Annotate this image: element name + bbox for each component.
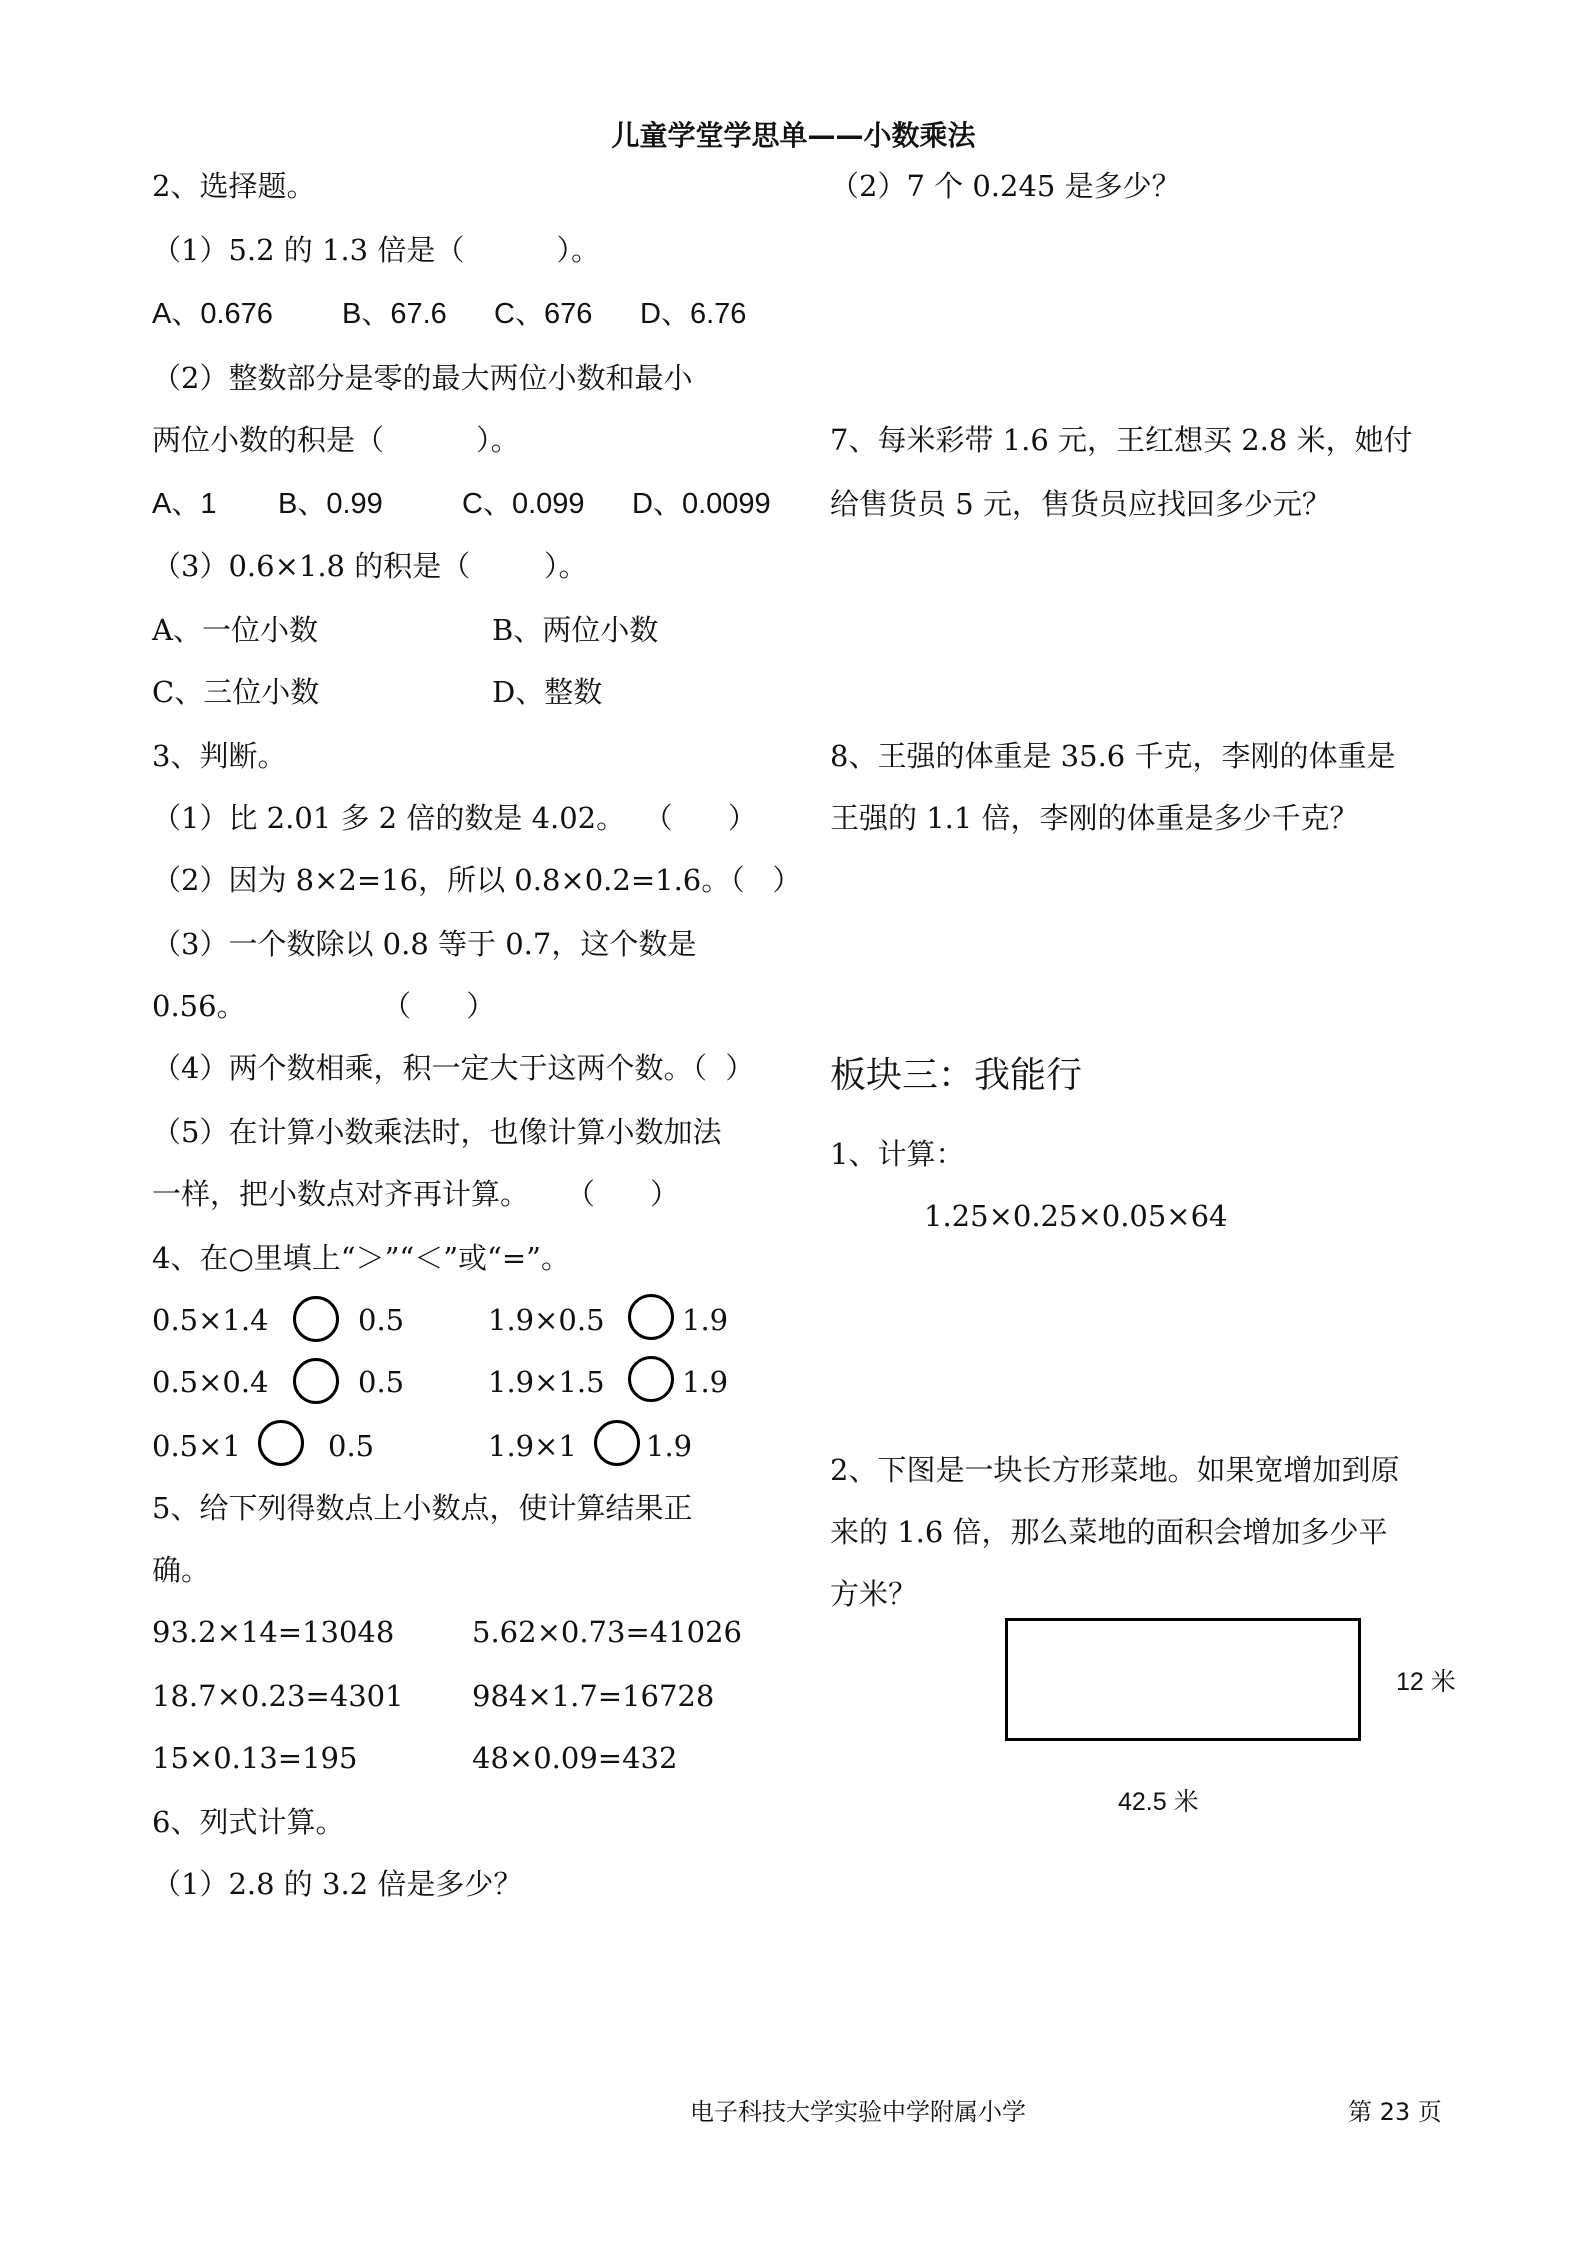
choice-q1: （1）5.2 的 1.3 倍是（ ）。	[152, 233, 601, 267]
section-3-heading: 板块三：我能行	[830, 1055, 1083, 1096]
compare-1-right: 0.5	[358, 1303, 405, 1337]
calc-expression: 1.25×0.25×0.05×64	[924, 1199, 1228, 1233]
problem-2-line3: 方米？	[830, 1577, 918, 1611]
choice-q2-line1: （2）整数部分是零的最大两位小数和最小	[152, 361, 693, 395]
choice-q3-option-a: A、一位小数	[152, 613, 318, 647]
compare-circle	[258, 1420, 304, 1466]
section-5-line2: 确。	[152, 1553, 211, 1587]
judge-q5-line2: 一样，把小数点对齐再计算。 （ ）	[152, 1177, 680, 1211]
choice-q1-option-d: D、6.76	[640, 298, 747, 330]
judge-q3-line1: （3）一个数除以 0.8 等于 0.7，这个数是	[152, 927, 697, 961]
equation-6: 48×0.09=432	[472, 1741, 678, 1775]
judge-q2: （2）因为 8×2=16，所以 0.8×0.2=1.6。（ ）	[152, 863, 802, 897]
choice-q1-option-c: C、676	[494, 298, 593, 330]
choice-q2-option-a: A、1	[152, 488, 217, 520]
choice-q3: （3）0.6×1.8 的积是（ ）。	[152, 549, 588, 583]
choice-q1-option-b: B、67.6	[342, 298, 447, 330]
choice-q3-option-d: D、整数	[492, 675, 603, 709]
equation-2: 5.62×0.73=41026	[472, 1615, 742, 1649]
section-8-line2: 王强的 1.1 倍，李刚的体重是多少千克？	[830, 801, 1359, 835]
section-4-title: 4、在○里填上“＞”“＜”或“=”。	[152, 1241, 571, 1275]
compare-1-left: 0.5×1.4	[152, 1303, 269, 1337]
section-6-q2: （2）7 个 0.245 是多少？	[830, 169, 1181, 203]
section-6-q1: （1）2.8 的 3.2 倍是多少？	[152, 1867, 523, 1901]
compare-2-right: 1.9	[682, 1303, 729, 1337]
compare-2-left: 1.9×0.5	[488, 1303, 605, 1337]
vegetable-field-rectangle	[1005, 1618, 1361, 1741]
width-label: 12 米	[1396, 1668, 1456, 1696]
compare-circle	[628, 1356, 674, 1402]
compare-circle	[293, 1296, 339, 1342]
choice-q1-option-a: A、0.676	[152, 298, 273, 330]
page-title: 儿童学堂学思单——小数乘法	[611, 119, 976, 152]
choice-q2-option-d: D、0.0099	[632, 488, 771, 520]
compare-3-left: 0.5×0.4	[152, 1365, 269, 1399]
problem-2-line1: 2、下图是一块长方形菜地。如果宽增加到原	[830, 1453, 1400, 1487]
page-number: 第 23 页	[1348, 2098, 1442, 2126]
choice-q2-line2: 两位小数的积是（ ）。	[152, 423, 520, 457]
equation-3: 18.7×0.23=4301	[152, 1679, 404, 1713]
equation-1: 93.2×14=13048	[152, 1615, 395, 1649]
compare-6-left: 1.9×1	[488, 1429, 577, 1463]
judge-q4: （4）两个数相乘，积一定大于这两个数。（ ）	[152, 1051, 755, 1085]
section-5-line1: 5、给下列得数点上小数点，使计算结果正	[152, 1491, 693, 1525]
compare-4-left: 1.9×1.5	[488, 1365, 605, 1399]
compare-6-right: 1.9	[646, 1429, 693, 1463]
section-7-line2: 给售货员 5 元，售货员应找回多少元？	[830, 487, 1331, 521]
compare-circle	[293, 1358, 339, 1404]
section-3-title: 3、判断。	[152, 739, 287, 773]
compare-3-right: 0.5	[358, 1365, 405, 1399]
compare-5-left: 0.5×1	[152, 1429, 241, 1463]
section-2-title: 2、选择题。	[152, 169, 316, 203]
equation-4: 984×1.7=16728	[472, 1679, 715, 1713]
equation-5: 15×0.13=195	[152, 1741, 358, 1775]
choice-q2-option-c: C、0.099	[462, 488, 585, 520]
judge-q1: （1）比 2.01 多 2 倍的数是 4.02。 （ ）	[152, 801, 757, 835]
length-label: 42.5 米	[1118, 1788, 1199, 1816]
section-7-line1: 7、每米彩带 1.6 元，王红想买 2.8 米，她付	[830, 423, 1413, 457]
section-8-line1: 8、王强的体重是 35.6 千克，李刚的体重是	[830, 739, 1396, 773]
choice-q2-option-b: B、0.99	[278, 488, 383, 520]
choice-q3-option-c: C、三位小数	[152, 675, 320, 709]
compare-4-right: 1.9	[682, 1365, 729, 1399]
problem-2-line2: 来的 1.6 倍，那么菜地的面积会增加多少平	[830, 1515, 1388, 1549]
compare-circle	[628, 1294, 674, 1340]
footer-school: 电子科技大学实验中学附属小学	[690, 2098, 1026, 2126]
calc-title: 1、计算：	[830, 1137, 965, 1171]
judge-q3-paren: （ ）	[382, 989, 496, 1023]
judge-q3-line2: 0.56。	[152, 989, 246, 1023]
section-6-title: 6、列式计算。	[152, 1805, 345, 1839]
judge-q5-line1: （5）在计算小数乘法时，也像计算小数加法	[152, 1115, 722, 1149]
compare-circle	[594, 1420, 640, 1466]
compare-5-right: 0.5	[328, 1429, 375, 1463]
choice-q3-option-b: B、两位小数	[492, 613, 659, 647]
